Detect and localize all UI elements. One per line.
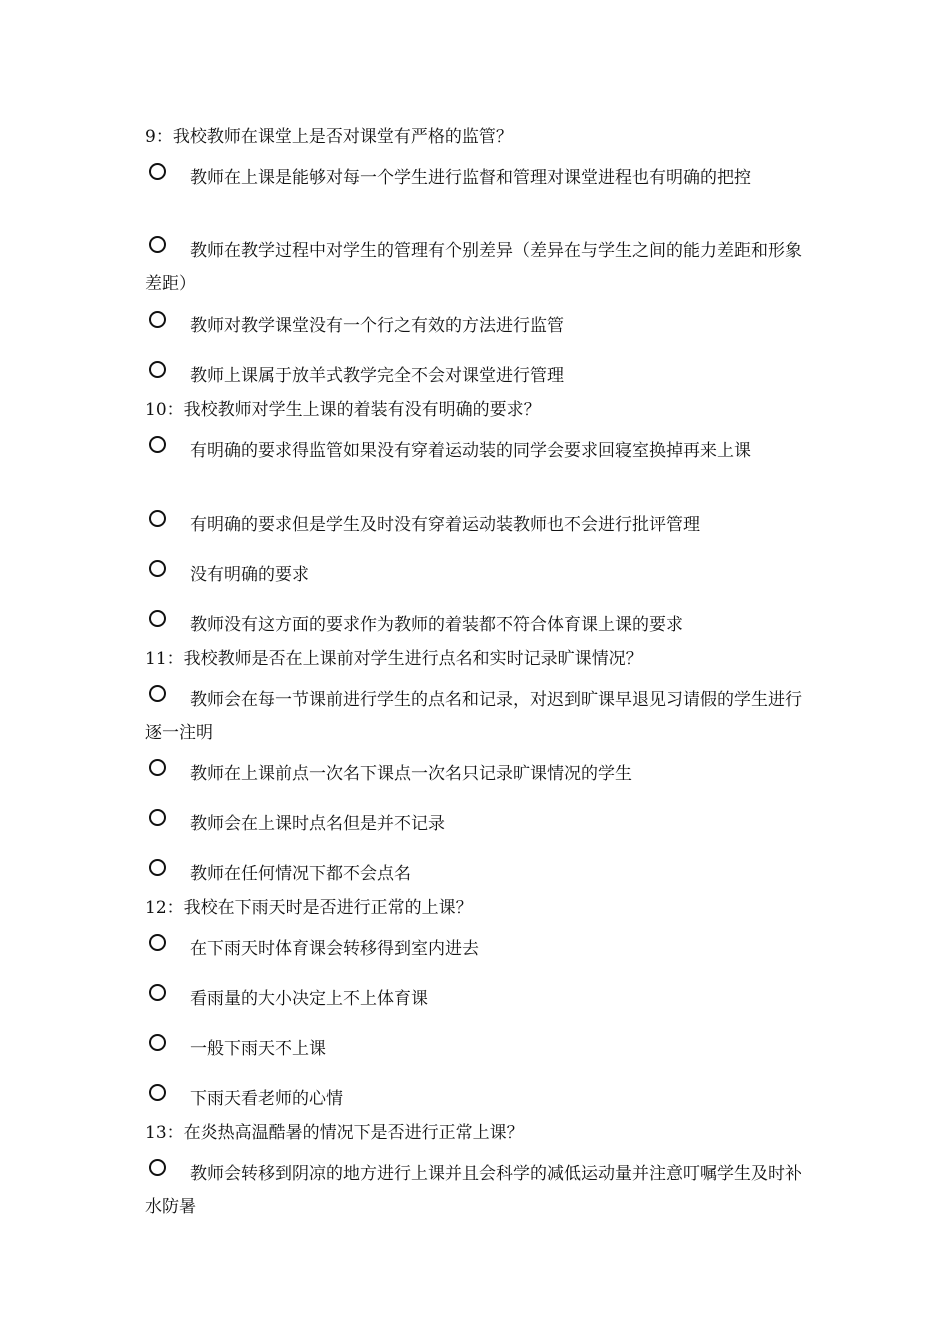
option-10d[interactable] [145,609,810,642]
option-label: 下雨天看老师的心情 [190,1089,343,1109]
option-label: 教师上课属于放羊式教学完全不会对课堂进行管理 [190,366,564,386]
option-label: 教师没有这方面的要求作为教师的着装都不符合体育课上课的要求 [190,615,683,635]
question-13: 13：在炎热高温酷暑的情况下是否进行正常上课？ [145,1123,524,1143]
option-label: 有明确的要求得监管如果没有穿着运动装的同学会要求回寝室换掉再来上课 [190,441,751,461]
radio-circle-icon[interactable] [149,510,166,527]
option-10b[interactable] [145,509,810,542]
option-9c[interactable] [145,310,810,343]
option-11a[interactable] [145,684,810,750]
question-9: 9：我校教师在课堂上是否对课堂有严格的监管？ [145,127,513,147]
option-13a[interactable] [145,1158,810,1224]
option-label: 教师对教学课堂没有一个行之有效的方法进行监管 [190,316,564,336]
option-12b[interactable] [145,983,810,1016]
option-label: 教师在上课前点一次名下课点一次名只记录旷课情况的学生 [190,764,632,784]
option-11c[interactable] [145,808,810,841]
option-label: 看雨量的大小决定上不上体育课 [190,989,428,1009]
option-12a[interactable] [145,933,810,966]
radio-circle-icon[interactable] [149,1034,166,1051]
option-9a[interactable] [145,162,810,195]
radio-circle-icon[interactable] [149,436,166,453]
radio-circle-icon[interactable] [149,311,166,328]
radio-circle-icon[interactable] [149,685,166,702]
option-label: 教师会在每一节课前进行学生的点名和记录，对迟到旷课早退见习请假的学生进行逐一注明 [145,690,802,743]
question-12: 12：我校在下雨天时是否进行正常的上课？ [145,898,473,918]
radio-circle-icon[interactable] [149,809,166,826]
option-9b[interactable] [145,235,810,301]
radio-circle-icon[interactable] [149,560,166,577]
option-9d[interactable] [145,360,810,393]
radio-circle-icon[interactable] [149,236,166,253]
radio-circle-icon[interactable] [149,163,166,180]
option-label: 有明确的要求但是学生及时没有穿着运动装教师也不会进行批评管理 [190,515,700,535]
option-label: 教师在任何情况下都不会点名 [190,864,411,884]
option-label: 教师在上课是能够对每一个学生进行监督和管理对课堂进程也有明确的把控 [190,168,751,188]
question-11: 11：我校教师是否在上课前对学生进行点名和实时记录旷课情况？ [145,649,643,669]
radio-circle-icon[interactable] [149,984,166,1001]
option-10c[interactable] [145,559,810,592]
radio-circle-icon[interactable] [149,859,166,876]
radio-circle-icon[interactable] [149,1084,166,1101]
option-12d[interactable] [145,1083,810,1116]
option-12c[interactable] [145,1033,810,1066]
option-label: 没有明确的要求 [190,565,309,585]
radio-circle-icon[interactable] [149,1159,166,1176]
option-label: 在下雨天时体育课会转移得到室内进去 [190,939,479,959]
option-11b[interactable] [145,758,810,791]
radio-circle-icon[interactable] [149,934,166,951]
option-10a[interactable] [145,435,810,468]
option-label: 教师会在上课时点名但是并不记录 [190,814,445,834]
option-label: 教师在教学过程中对学生的管理有个别差异（差异在与学生之间的能力差距和形象差距） [145,241,802,294]
option-label: 一般下雨天不上课 [190,1039,326,1059]
question-10: 10：我校教师对学生上课的着装有没有明确的要求？ [145,400,541,420]
option-label: 教师会转移到阴凉的地方进行上课并且会科学的减低运动量并注意叮嘱学生及时补水防暑 [145,1164,802,1217]
radio-circle-icon[interactable] [149,361,166,378]
radio-circle-icon[interactable] [149,759,166,776]
option-11d[interactable] [145,858,810,891]
radio-circle-icon[interactable] [149,610,166,627]
